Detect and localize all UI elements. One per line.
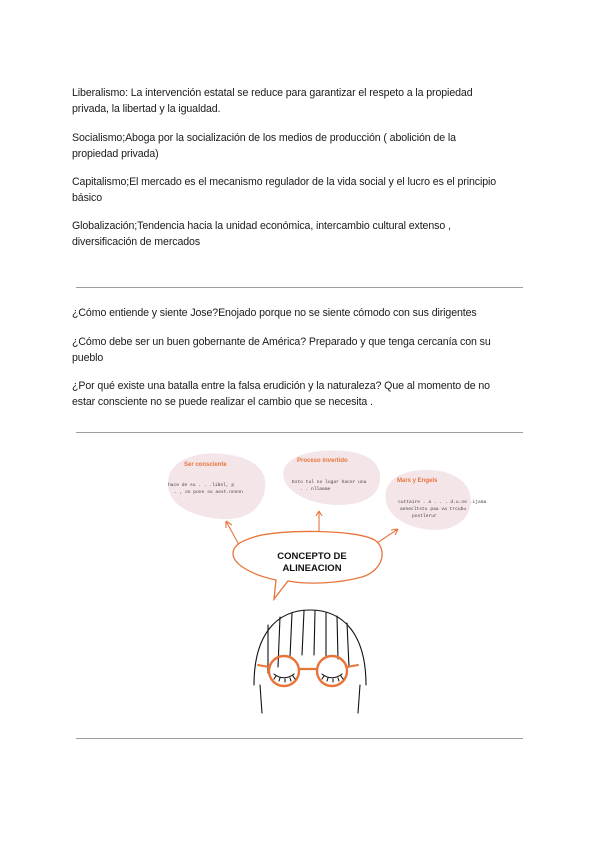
definition-line: Liberalismo: La intervención estatal se reduce para garantizar el respeto a la propiedad — [72, 87, 473, 99]
bubble-ser-consciente — [168, 453, 265, 519]
arrow-center — [316, 511, 322, 531]
closed-eye-left-icon — [274, 674, 295, 682]
definition-line: Socialismo;Aboga por la socialización de los medios de producción ( abolición de la — [72, 132, 456, 144]
center-title-line1: CONCEPTO DE — [277, 551, 347, 562]
question-line: ¿Cómo debe ser un buen gobernante de América? Preparado y que tenga cercanía con su — [72, 336, 491, 348]
question-line: pueblo — [72, 351, 104, 364]
definition-liberalismo — [72, 86, 532, 117]
divider — [76, 287, 523, 288]
definition-line: diversificación de mercados — [72, 235, 201, 248]
glasses-left-icon — [269, 656, 299, 686]
bubble-line: postlerur — [412, 514, 437, 519]
definition-line: Capitalismo;El mercado es el mecanismo regulador de la vida social y el lucro es el principio — [72, 176, 497, 188]
center-title-line2: ALINEACION — [282, 563, 342, 574]
bubble-title: Ser consciente — [184, 462, 227, 468]
bubble-proceso-invertido — [283, 451, 380, 505]
bubble-line: hace de su . . .libel, p — [168, 483, 235, 488]
bubble-marx-engels — [385, 470, 486, 530]
divider — [76, 738, 523, 739]
glasses-arm-left-icon — [258, 665, 269, 667]
divider — [76, 432, 523, 433]
girl-illustration — [254, 610, 366, 713]
definition-line: privada, la libertad y la igualdad. — [72, 102, 221, 115]
question-line: estar consciente no se puede realizar el cambio que se necesita . — [72, 395, 373, 408]
center-bubble — [233, 531, 382, 599]
definition-line: básico — [72, 191, 103, 204]
closed-eye-right-icon — [322, 674, 343, 682]
question-batalla — [72, 379, 532, 410]
bubble-line: . . nllaame — [300, 487, 331, 492]
concept-diagram — [150, 445, 490, 715]
bubble-line: cuttaire . a . . . d.u.ne .ijama — [398, 500, 487, 505]
head-outline-icon — [254, 610, 366, 685]
bubble-line: . , on pone su aest.nnnnn — [174, 490, 243, 495]
hair-bangs-icon — [268, 611, 349, 673]
question-jose — [72, 306, 532, 322]
bubble-title: Proceso invertido — [297, 458, 348, 464]
bubble-line: aenecltstu paa va trcubu — [400, 507, 467, 512]
definition-capitalismo — [72, 175, 532, 206]
definition-socialismo — [72, 131, 532, 162]
bubble-title: Marx y Engels — [397, 478, 438, 484]
question-gobernante — [72, 335, 532, 366]
definition-globalizacion — [72, 219, 532, 250]
question-line: ¿Cómo entiende y siente Jose?Enojado porque no se siente cómodo con sus dirigentes — [72, 307, 477, 319]
definition-line: Globalización;Tendencia hacia la unidad económica, intercambio cultural extenso , — [72, 220, 451, 232]
bubble-line: Esto tul no lugar hacer una — [292, 480, 367, 485]
face-side-icon — [260, 685, 360, 713]
definition-line: propiedad privada) — [72, 147, 159, 160]
glasses-right-icon — [317, 656, 347, 686]
question-line: ¿Por qué existe una batalla entre la falsa erudición y la naturaleza? Que al momento de no — [72, 380, 490, 392]
